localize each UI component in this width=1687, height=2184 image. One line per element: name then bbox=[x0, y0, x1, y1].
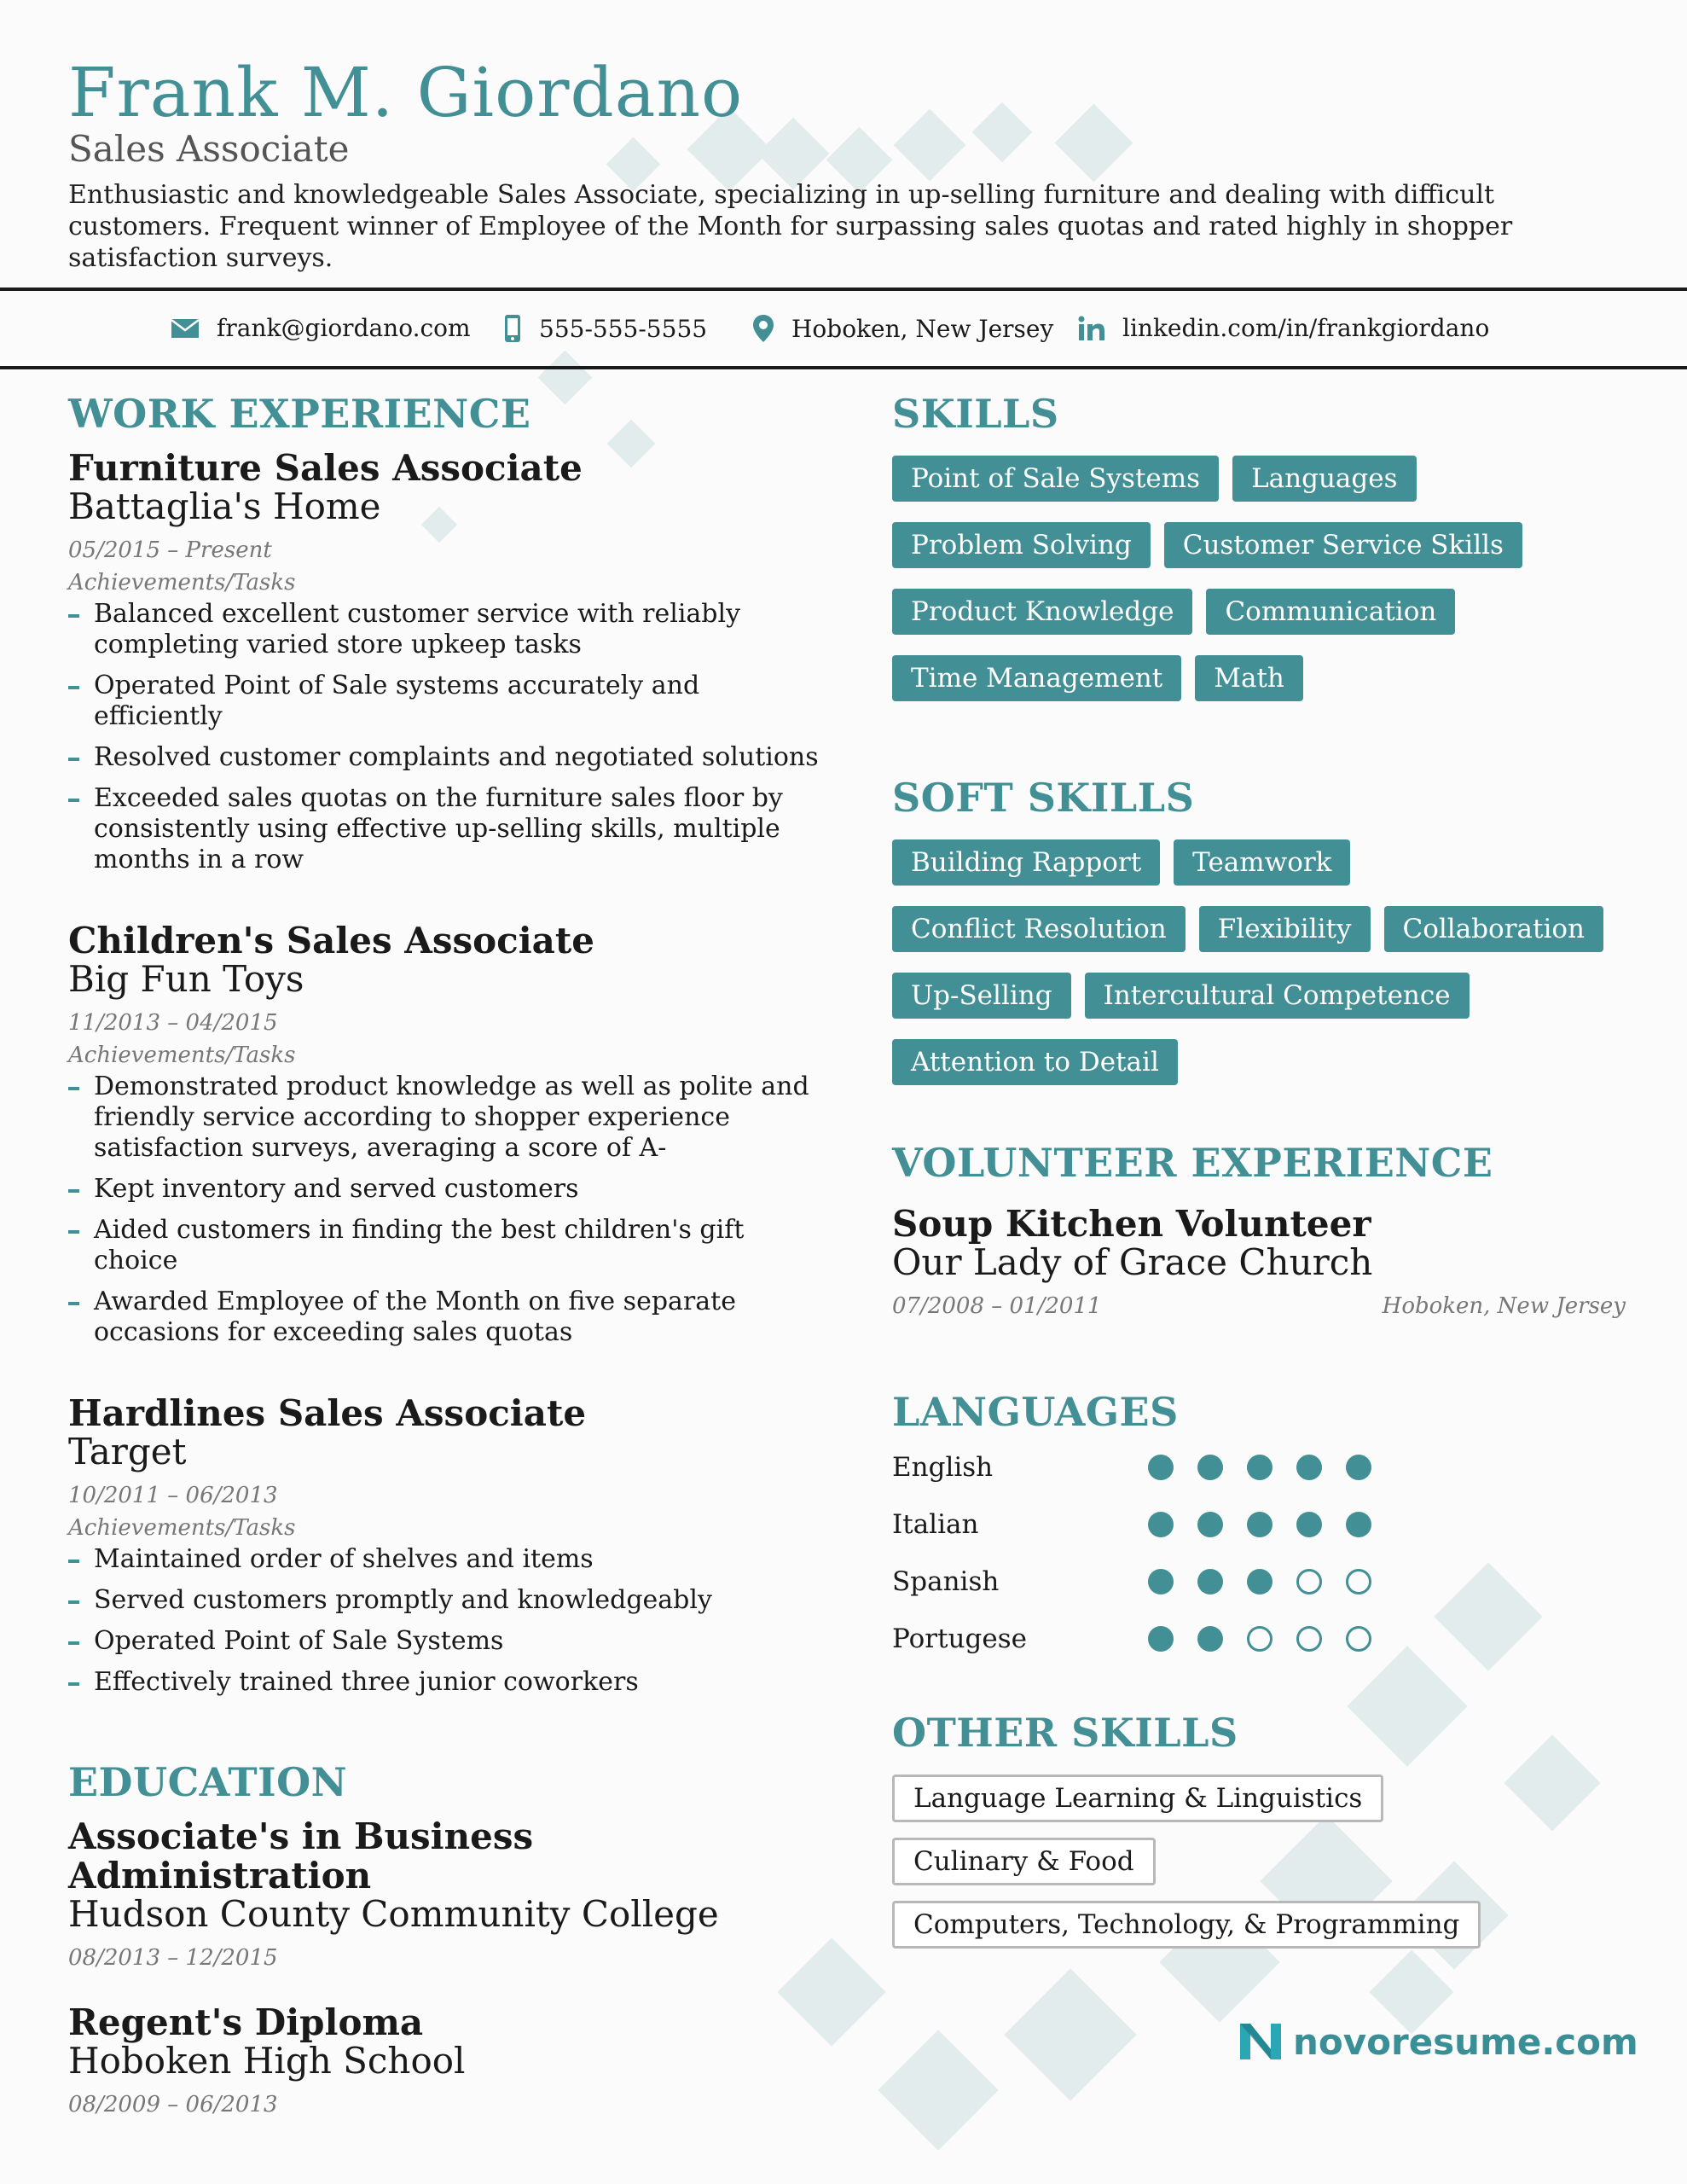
map-pin-icon bbox=[752, 314, 774, 343]
volunteer-meta bbox=[892, 1281, 1626, 1322]
languages-heading: LANGUAGES bbox=[892, 1389, 1179, 1435]
level-dot-empty bbox=[1296, 1569, 1322, 1594]
skills-tag-list bbox=[892, 456, 1626, 701]
job-entry bbox=[68, 921, 836, 1348]
job-company: Battaglia's Home bbox=[68, 485, 381, 527]
level-dot-empty bbox=[1346, 1569, 1371, 1594]
language-row bbox=[892, 1610, 1626, 1667]
language-row bbox=[892, 1553, 1626, 1610]
education-dates: 08/2009 – 06/2013 bbox=[68, 2092, 278, 2117]
list-item: Served customers promptly and knowledgeably bbox=[68, 1585, 836, 1616]
language-level bbox=[1148, 1626, 1371, 1652]
language-level bbox=[1148, 1455, 1371, 1480]
list-item: Maintained order of shelves and items bbox=[68, 1544, 836, 1575]
language-name: Portugese bbox=[892, 1623, 1027, 1654]
soft-skills-heading: SOFT SKILLS bbox=[892, 775, 1195, 821]
skill-tag: Product Knowledge bbox=[892, 589, 1192, 635]
school-name: Hudson County Community College bbox=[68, 1893, 719, 1935]
school-name: Hoboken High School bbox=[68, 2040, 466, 2082]
language-row bbox=[892, 1496, 1626, 1553]
level-dot-filled bbox=[1247, 1569, 1272, 1594]
job-title: Hardlines Sales Associate bbox=[68, 1392, 587, 1434]
skills-heading: SKILLS bbox=[892, 391, 1059, 437]
job-entry bbox=[68, 449, 836, 875]
language-row bbox=[892, 1438, 1626, 1496]
soft-skill-tag: Collaboration bbox=[1384, 906, 1604, 952]
job-achievements-label: Achievements/Tasks bbox=[68, 570, 296, 595]
phone-icon bbox=[503, 314, 522, 343]
list-item: Effectively trained three junior coworkers bbox=[68, 1667, 836, 1698]
location-text: Hoboken, New Jersey bbox=[791, 314, 1054, 343]
soft-skills-tag-list bbox=[892, 839, 1626, 1085]
skill-tag: Time Management bbox=[892, 655, 1181, 701]
level-dot-filled bbox=[1148, 1455, 1174, 1480]
volunteer-dates: 07/2008 – 01/2011 bbox=[892, 1293, 1102, 1319]
job-title: Furniture Sales Associate bbox=[68, 447, 583, 489]
level-dot-filled bbox=[1296, 1455, 1322, 1480]
soft-skill-tag: Conflict Resolution bbox=[892, 906, 1186, 952]
job-title: Children's Sales Associate bbox=[68, 920, 594, 961]
degree-title: Regent's Diploma bbox=[68, 2001, 424, 2043]
contact-email[interactable] bbox=[171, 314, 471, 342]
contact-phone[interactable] bbox=[503, 314, 707, 343]
level-dot-filled bbox=[1148, 1512, 1174, 1537]
divider-top bbox=[0, 288, 1687, 291]
level-dot-filled bbox=[1346, 1455, 1371, 1480]
job-dates: 10/2011 – 06/2013 bbox=[68, 1483, 278, 1508]
volunteer-title: Soup Kitchen Volunteer bbox=[892, 1203, 1371, 1245]
summary-text: Enthusiastic and knowledgeable Sales Associate, specializing in up-selling furniture and dealing with difficult customers. Frequent winner of Employee of the Month for surpassing sales quotas and rated highly in shopper satisfaction surveys. bbox=[68, 180, 1513, 273]
job-dates: 11/2013 – 04/2015 bbox=[68, 1010, 278, 1036]
other-skills-tag-list bbox=[892, 1774, 1626, 1949]
contact-bar bbox=[0, 307, 1687, 351]
list-item: Operated Point of Sale Systems bbox=[68, 1626, 836, 1657]
soft-skill-tag: Building Rapport bbox=[892, 839, 1160, 886]
soft-skill-tag: Intercultural Competence bbox=[1085, 973, 1470, 1019]
other-skill-tag: Culinary & Food bbox=[892, 1838, 1156, 1885]
contact-linkedin[interactable] bbox=[1078, 314, 1489, 342]
job-company: Big Fun Toys bbox=[68, 958, 304, 1000]
list-item: Demonstrated product knowledge as well as polite and friendly service according to shopper experience satisfaction surveys, averaging a score of A- bbox=[68, 1072, 836, 1164]
education-entry bbox=[68, 1817, 836, 1974]
skill-tag: Customer Service Skills bbox=[1164, 522, 1522, 568]
divider-bottom bbox=[0, 366, 1687, 369]
education-dates: 08/2013 – 12/2015 bbox=[68, 1945, 278, 1971]
level-dot-filled bbox=[1148, 1626, 1174, 1652]
email-text: frank@giordano.com bbox=[217, 314, 471, 342]
list-item: Awarded Employee of the Month on five separate occasions for exceeding sales quotas bbox=[68, 1287, 836, 1348]
volunteer-entry bbox=[892, 1205, 1626, 1322]
degree-title: Associate's in Business Administration bbox=[68, 1815, 534, 1896]
candidate-role: Sales Associate bbox=[68, 128, 350, 170]
contact-location bbox=[752, 314, 1053, 343]
soft-skill-tag: Teamwork bbox=[1174, 839, 1350, 886]
skill-tag: Math bbox=[1195, 655, 1303, 701]
volunteer-org: Our Lady of Grace Church bbox=[892, 1241, 1373, 1283]
level-dot-empty bbox=[1247, 1626, 1272, 1652]
job-task-list bbox=[68, 1072, 836, 1348]
soft-skill-tag: Flexibility bbox=[1199, 906, 1371, 952]
other-skill-tag: Language Learning & Linguistics bbox=[892, 1774, 1383, 1822]
job-company: Target bbox=[68, 1431, 187, 1472]
level-dot-filled bbox=[1346, 1512, 1371, 1537]
job-achievements-label: Achievements/Tasks bbox=[68, 1515, 296, 1541]
candidate-name: Frank M. Giordano bbox=[68, 53, 744, 132]
envelope-icon bbox=[171, 318, 200, 339]
language-name: English bbox=[892, 1451, 994, 1483]
skill-tag: Communication bbox=[1206, 589, 1455, 635]
level-dot-filled bbox=[1197, 1512, 1223, 1537]
job-achievements-label: Achievements/Tasks bbox=[68, 1043, 296, 1068]
level-dot-empty bbox=[1346, 1626, 1371, 1652]
level-dot-filled bbox=[1197, 1455, 1223, 1480]
language-name: Spanish bbox=[892, 1565, 1000, 1597]
education-entry bbox=[68, 2003, 836, 2121]
list-item: Resolved customer complaints and negotiated solutions bbox=[68, 742, 836, 773]
languages-list bbox=[892, 1438, 1626, 1667]
soft-skill-tag: Up-Selling bbox=[892, 973, 1071, 1019]
level-dot-filled bbox=[1197, 1626, 1223, 1652]
job-task-list bbox=[68, 599, 836, 875]
list-item: Operated Point of Sale systems accurately and efficiently bbox=[68, 671, 836, 732]
level-dot-filled bbox=[1197, 1569, 1223, 1594]
level-dot-filled bbox=[1148, 1569, 1174, 1594]
level-dot-empty bbox=[1296, 1626, 1322, 1652]
level-dot-filled bbox=[1247, 1455, 1272, 1480]
brand-text: novoresume.com bbox=[1293, 2020, 1638, 2063]
job-entry bbox=[68, 1394, 836, 1698]
left-column bbox=[68, 391, 836, 2150]
list-item: Exceeded sales quotas on the furniture sales floor by consistently using effective up-selling skills, multiple months in a row bbox=[68, 783, 836, 875]
right-column bbox=[892, 391, 1626, 1966]
other-skills-heading: OTHER SKILLS bbox=[892, 1710, 1238, 1756]
brand-logo[interactable] bbox=[1237, 2020, 1638, 2063]
skill-tag: Problem Solving bbox=[892, 522, 1151, 568]
level-dot-filled bbox=[1247, 1512, 1272, 1537]
job-dates: 05/2015 – Present bbox=[68, 537, 272, 563]
linkedin-icon bbox=[1078, 316, 1105, 341]
volunteer-heading: VOLUNTEER EXPERIENCE bbox=[892, 1140, 1493, 1186]
language-level bbox=[1148, 1569, 1371, 1594]
volunteer-location: Hoboken, New Jersey bbox=[1382, 1293, 1626, 1319]
level-dot-filled bbox=[1296, 1512, 1322, 1537]
list-item: Balanced excellent customer service with reliably completing varied store upkeep tasks bbox=[68, 599, 836, 660]
other-skill-tag: Computers, Technology, & Programming bbox=[892, 1901, 1481, 1949]
skill-tag: Point of Sale Systems bbox=[892, 456, 1219, 502]
list-item: Aided customers in finding the best children's gift choice bbox=[68, 1215, 836, 1276]
job-task-list bbox=[68, 1544, 836, 1698]
language-level bbox=[1148, 1512, 1371, 1537]
education-heading: EDUCATION bbox=[68, 1759, 348, 1805]
language-name: Italian bbox=[892, 1508, 979, 1540]
list-item: Kept inventory and served customers bbox=[68, 1174, 836, 1205]
soft-skill-tag: Attention to Detail bbox=[892, 1039, 1178, 1085]
skill-tag: Languages bbox=[1232, 456, 1416, 502]
work-experience-heading: WORK EXPERIENCE bbox=[68, 391, 531, 437]
novoresume-logo-icon bbox=[1237, 2020, 1284, 2063]
phone-text: 555-555-5555 bbox=[539, 314, 708, 343]
linkedin-text: linkedin.com/in/frankgiordano bbox=[1122, 314, 1490, 342]
